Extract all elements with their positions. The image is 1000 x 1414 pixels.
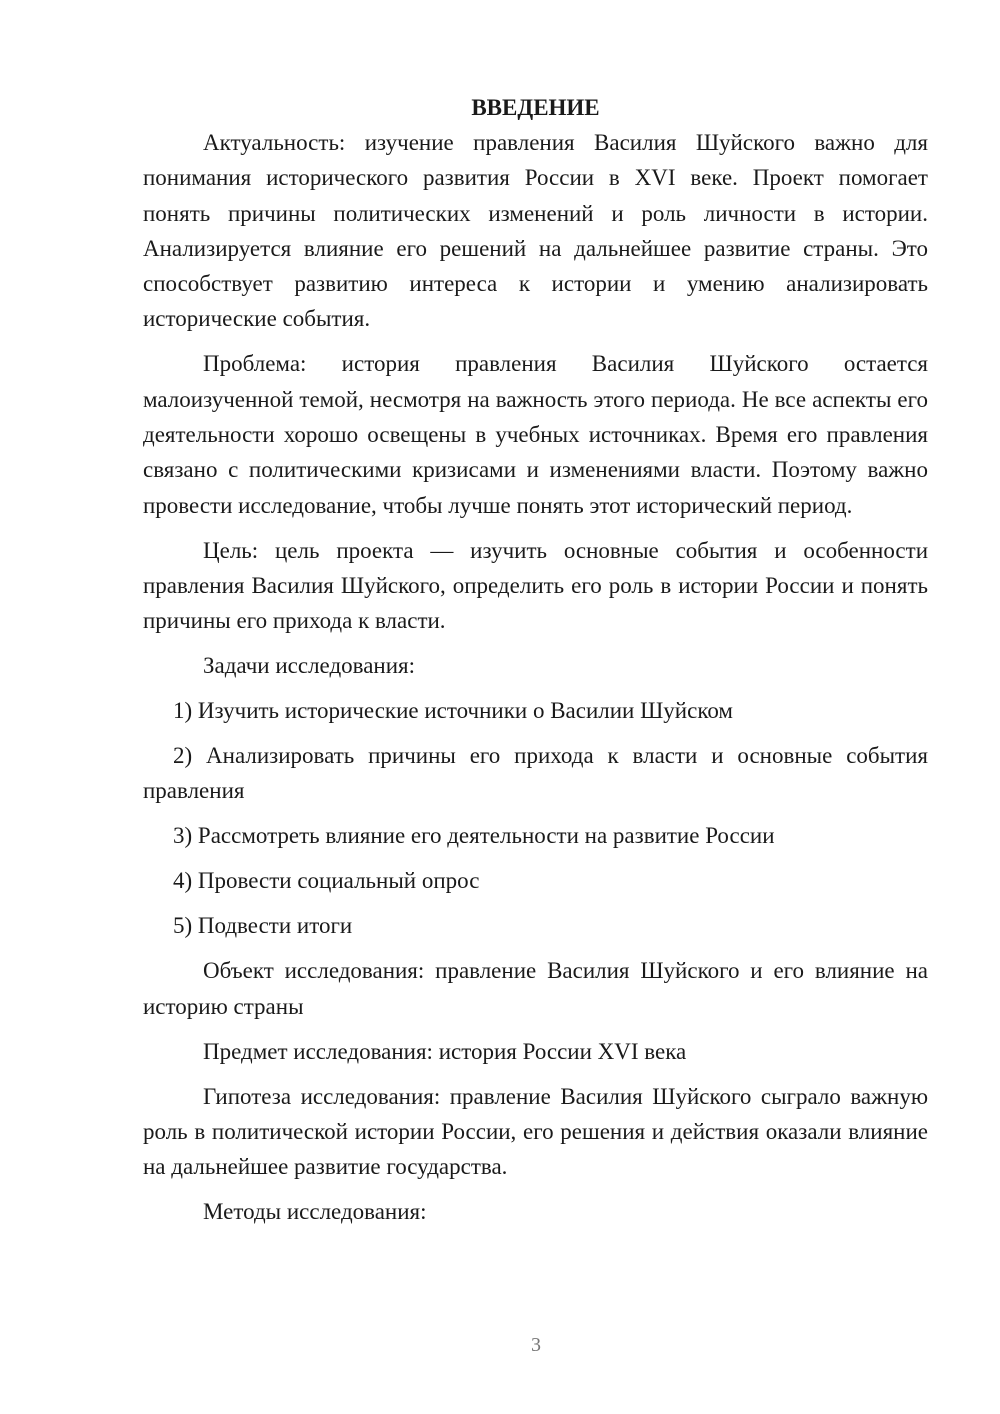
page-number: 3: [531, 1334, 541, 1356]
paragraph-relevance: Актуальность: изучение правления Василия Шуйского важно для понимания исторического развития России в XVI веке. Проект помогает понять причины политических изменений и роль личности в истории. Анализируется влияние его решений на дальнейшее развитие страны. Это способствует развитию интереса к истории и умению анализировать исторические события.: [143, 130, 928, 332]
task-item-3: 3) Рассмотреть влияние его деятельности на развитие России: [173, 823, 775, 849]
paragraph-object: Объект исследования: правление Василия Шуйского и его влияние на историю страны: [143, 958, 928, 1019]
paragraph-hypothesis: Гипотеза исследования: правление Василия Шуйского сыграло важную роль в политической истории России, его решения и действия оказали влияние на дальнейшее развитие государства.: [143, 1083, 928, 1180]
task-item-1: 1) Изучить исторические источники о Василии Шуйском: [173, 698, 733, 724]
page-heading: ВВЕДЕНИЕ: [471, 95, 600, 120]
paragraph-methods: Методы исследования:: [203, 1199, 427, 1225]
page-body: [143, 90, 928, 1239]
task-item-4: 4) Провести социальный опрос: [173, 868, 480, 894]
task-item-5: 5) Подвести итоги: [173, 913, 353, 939]
paragraph-goal: Цель: цель проекта — изучить основные события и особенности правления Василия Шуйского, определить его роль в истории России и понять причины его прихода к власти.: [143, 537, 928, 634]
task-item-2: 2) Анализировать причины его прихода к власти и основные события правления: [143, 743, 928, 804]
paragraph-problem: Проблема: история правления Василия Шуйского остается малоизученной темой, несмотря на важность этого периода. Не все аспекты его деятельности хорошо освещены в учебных источниках. Время его правления связано с политическими кризисами и изменениями власти. Поэтому важно провести исследование, чтобы лучше понять этот исторический период.: [143, 351, 928, 518]
paragraph-tasks-heading: Задачи исследования:: [203, 653, 416, 679]
paragraph-subject: Предмет исследования: история России XVI века: [203, 1038, 687, 1064]
